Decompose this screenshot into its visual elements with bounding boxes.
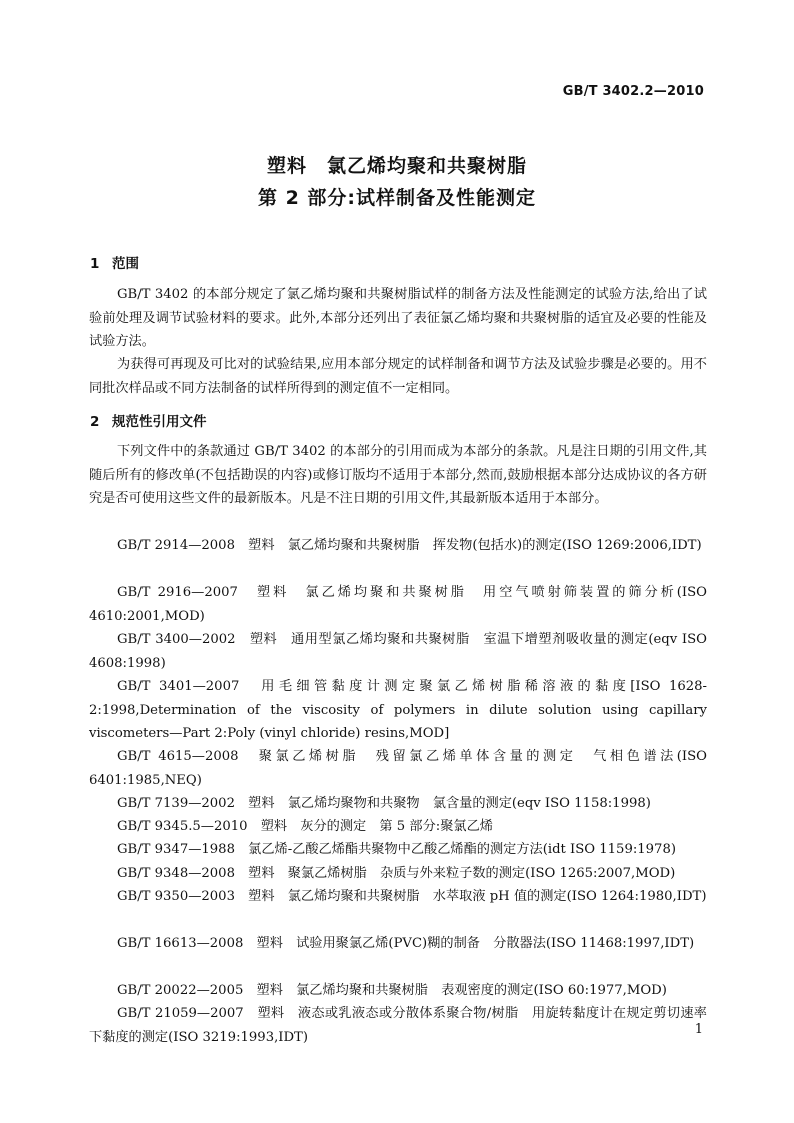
standard-number: GB/T 3402.2—2010 <box>562 84 704 99</box>
section-1-heading <box>90 252 139 272</box>
reference-item: GB/T 9348—2008 塑料 聚氯乙烯树脂 杂质与外来粒子数的测定(ISO 1265:2007,MOD) <box>117 866 676 881</box>
reference-item: GB/T 2914—2008 塑料 氯乙烯均聚和共聚树脂 挥发物(包括水)的测定(ISO 1269:2006,IDT) <box>117 538 702 553</box>
reference-item: GB/T 20022—2005 塑料 氯乙烯均聚和共聚树脂 表观密度的测定(ISO 60:1977,MOD) <box>117 983 667 998</box>
reference-item: GB/T 2916—2007 塑料 氯乙烯均聚和共聚树脂 用空气喷射筛装置的筛分析(ISO 4610:2001,MOD) <box>89 585 707 624</box>
reference-item: GB/T 9345.5—2010 塑料 灰分的测定 第 5 部分:聚氯乙烯 <box>117 819 493 834</box>
references-intro: 下列文件中的条款通过 GB/T 3402 的本部分的引用而成为本部分的条款。凡是注日期的引用文件,其随后所有的修改单(不包括勘误的内容)或修订版均不适用于本部分,然而,鼓励根据本部分达成协议的各方研究是否可使用这些文件的最新版本。凡是不注日期的引用文件,其最新版本适用于本部分。 <box>89 444 707 506</box>
reference-item: GB/T 9350—2003 塑料 氯乙烯均聚和共聚树脂 水萃取液 pH 值的测定(ISO 1264:1980,IDT) <box>117 889 707 904</box>
section-number: 2 <box>90 414 100 430</box>
section-title: 规范性引用文件 <box>112 414 207 430</box>
reference-item: GB/T 16613—2008 塑料 试验用聚氯乙烯(PVC)糊的制备 分散器法(ISO 11468:1997,IDT) <box>117 936 695 951</box>
section-title: 范围 <box>112 256 139 272</box>
reference-item: GB/T 21059—2007 塑料 液态或乳液态或分散体系聚合物/树脂 用旋转黏度计在规定剪切速率下黏度的测定(ISO 3219:1993,IDT) <box>89 1006 707 1045</box>
reference-item: GB/T 7139—2002 塑料 氯乙烯均聚物和共聚物 氯含量的测定(eqv ISO 1158:1998) <box>117 796 651 811</box>
scope-paragraph-1: GB/T 3402 的本部分规定了氯乙烯均聚和共聚树脂试样的制备方法及性能测定的试验方法,给出了试验前处理及调节试验材料的要求。此外,本部分还列出了表征氯乙烯均聚和共聚树脂的适宜及必要的性能及试验方法。 <box>89 287 707 349</box>
reference-item: GB/T 9347—1988 氯乙烯-乙酸乙烯酯共聚物中乙酸乙烯酯的测定方法(idt ISO 1159:1978) <box>117 842 676 857</box>
reference-item: GB/T 4615—2008 聚氯乙烯树脂 残留氯乙烯单体含量的测定 气相色谱法(ISO 6401:1985,NEQ) <box>89 749 707 788</box>
document-title-line1: 塑料 氯乙烯均聚和共聚树脂 <box>266 155 527 177</box>
reference-item: GB/T 3400—2002 塑料 通用型氯乙烯均聚和共聚树脂 室温下增塑剂吸收量的测定(eqv ISO 4608:1998) <box>89 632 707 671</box>
reference-item: GB/T 3401—2007 用毛细管黏度计测定聚氯乙烯树脂稀溶液的黏度[ISO 1628-2:1998,Determination of the viscosity of polymers in dilute solution using capillary viscometers—Part 2:Poly (vinyl chloride) resins,MOD] <box>89 679 707 741</box>
section-2-heading <box>90 410 207 430</box>
scope-paragraph-2: 为获得可再现及可比对的试验结果,应用本部分规定的试样制备和调节方法及试验步骤是必要的。用不同批次样品或不同方法制备的试样所得到的测定值不一定相同。 <box>89 357 707 396</box>
page-number: 1 <box>694 1022 703 1037</box>
section-number: 1 <box>90 256 100 272</box>
document-title-line2: 第 2 部分:试样制备及性能测定 <box>257 187 537 209</box>
